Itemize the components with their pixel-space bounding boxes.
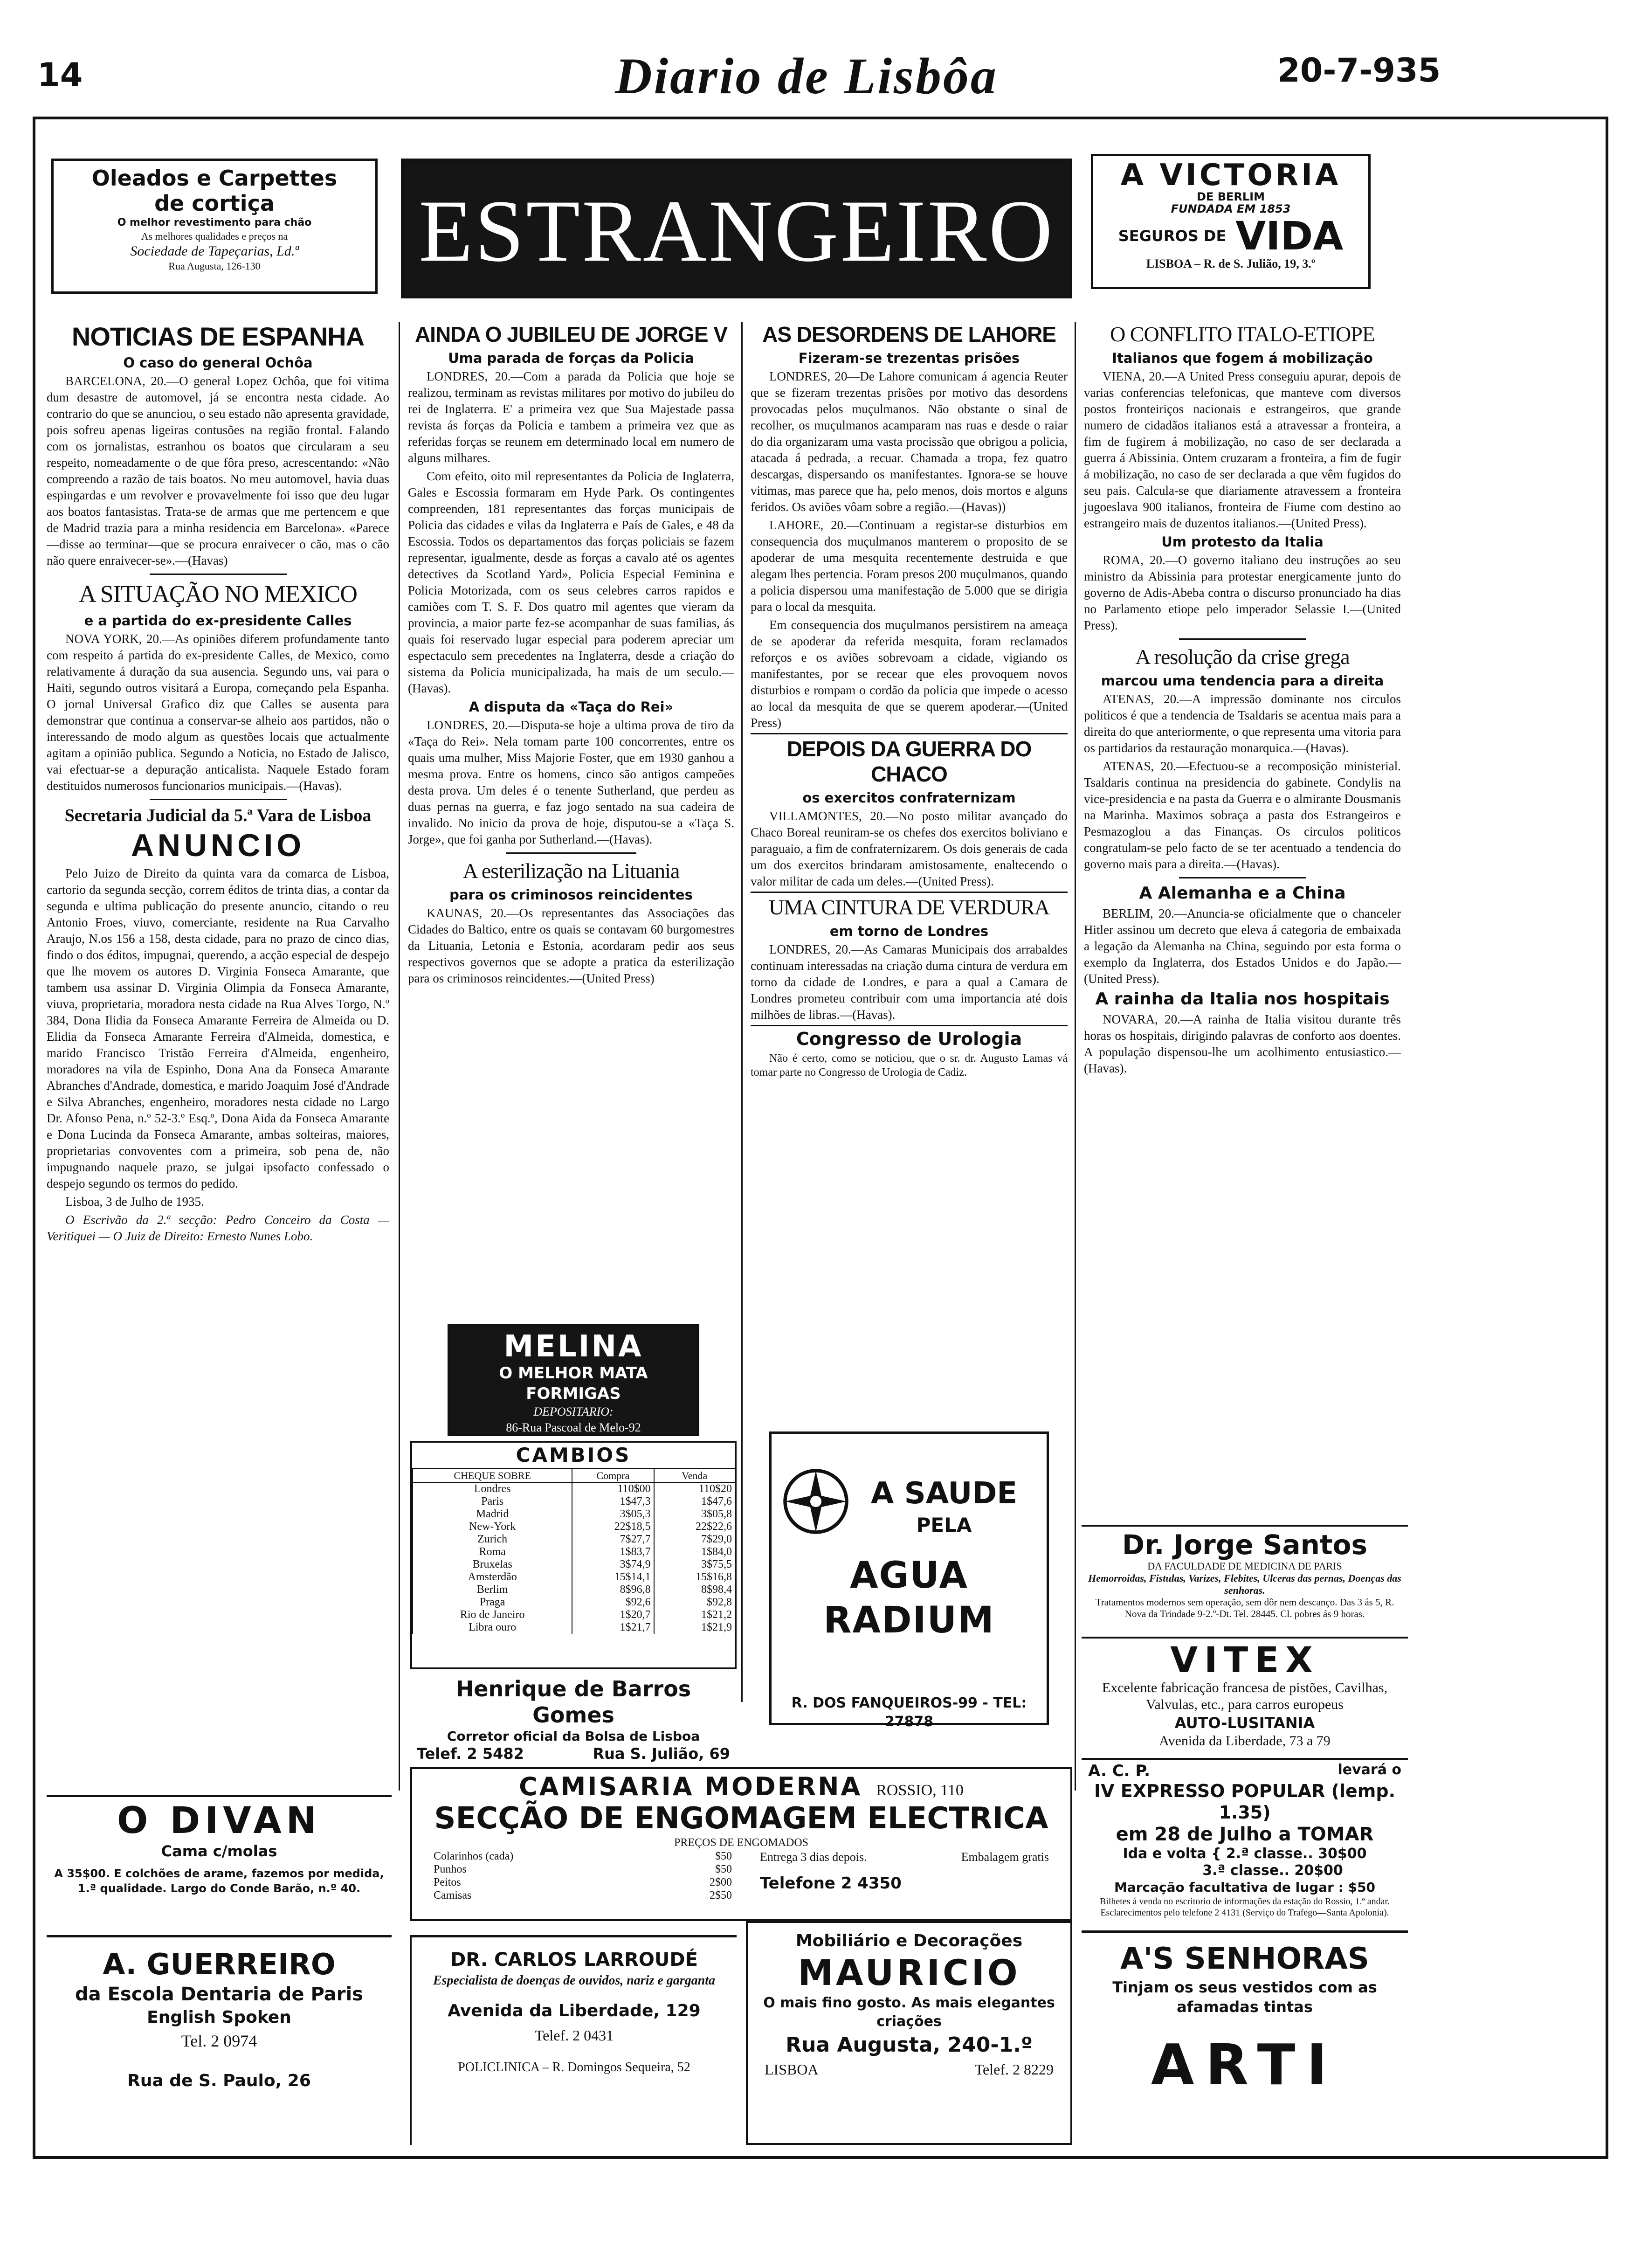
divider bbox=[150, 799, 287, 800]
ad-victoria-founded: FUNDADA EM 1853 bbox=[1171, 202, 1291, 215]
price-item-label: Colarinhos (cada) bbox=[434, 1850, 514, 1862]
article-text: ATENAS, 20.—Efectuou-se a recomposição ministerial. Tsaldaris continua na presidencia do gabinete. Condylis na vice-presidencia e na pasta da Guerra e o almirante Dousmanis na Marinha. Maximos sobraça a pasta dos Estrangeiros e Pesmazoglou a das Finanças. Os circulos politicos congratulam-se pelo facto de se ter acentuado a tendencia do governo mais para a direita.—(Havas). bbox=[1084, 759, 1401, 871]
ad-acp bbox=[1082, 1758, 1408, 1926]
ad-mauricio-brand: MAURICIO bbox=[798, 1952, 1020, 1993]
cambios-sell: 110$20 bbox=[654, 1482, 735, 1495]
ad-arti-text: Tinjam os seus vestidos com as afamadas tintas bbox=[1112, 1978, 1377, 2016]
subhead-criminosos: para os criminosos reincidentes bbox=[449, 887, 693, 903]
subhead-taca-rei: A disputa da «Taça do Rei» bbox=[469, 699, 674, 715]
ad-larroude-phone: Telef. 2 0431 bbox=[534, 2027, 614, 2044]
ad-victoria bbox=[1091, 154, 1371, 289]
cambios-currency: Praga bbox=[413, 1596, 572, 1609]
ad-radium-line1: A SAUDE bbox=[870, 1476, 1018, 1511]
ad-vitex-company: AUTO-LUSITANIA bbox=[1174, 1714, 1315, 1732]
headline-noticias-espanha: NOTICIAS DE ESPANHA bbox=[71, 322, 365, 351]
article-text: NOVARA, 20.—A rainha de Italia visitou durante três horas os hospitais, dirigindo palavras de conforto aos doentes. A população dispensou-lhe um acolhimento entusiastico.—(Havas). bbox=[1084, 1012, 1401, 1075]
price-item bbox=[434, 1850, 732, 1863]
article-text: ROMA, 20.—O governo italiano deu instruções ao seu ministro da Abissinia para protestar energicamente junto do governo de Adis-Abeba contra o discurso pronunciado ha dias no Parlamento etiope pelo imperador Selassie I.—(United Press). bbox=[1084, 553, 1401, 632]
ad-divan bbox=[47, 1795, 392, 1930]
issue-date: 20-7-935 bbox=[1277, 51, 1441, 90]
headline-secretaria-judicial: Secretaria Judicial da 5.ª Vara de Lisboa bbox=[64, 806, 372, 825]
ad-victoria-vida: VIDA bbox=[1235, 213, 1344, 259]
cambios-row bbox=[413, 1521, 735, 1533]
headline-guerra-chaco: DEPOIS DA GUERRA DO CHACO bbox=[751, 733, 1068, 787]
cambios-currency: Rio de Janeiro bbox=[413, 1609, 572, 1621]
ad-guerreiro bbox=[47, 1935, 392, 2145]
article-text: VILLAMONTES, 20.—No posto militar avançado do Chaco Boreal reuniram-se os chefes dos exercitos boliviano e paraguaio, a fim de confraternizarem. Os dois generais de cada um dos exercitos brindaram amistosamente, enaltecendo o valor militar de cada um deles.—(United Press). bbox=[751, 809, 1068, 888]
article-text: Com efeito, oito mil representantes da Policia de Inglaterra, Gales e Escossia formaram em Hyde Park. Os contingentes compreenden, 181 representantes das forças municipais de Policia das cidades e vilas da Inglaterra e País de Gales, e 48 da Escossia. Todos os departamentos das forças policiais se fazem representar, igualmente, desde as forças a cavalo até os agentes detectives da Scotland Yard», Policia Especial Feminina e Policia Motorizada, com os seus celebres carros rapidos e camiões com T. S. F. Dos quatro mil agentes que vieram da provincia, a maior parte fez-se acompanhar de suas familias, ás quais foi reservado lugar especial para poderem apreciar um espectaculo sem precedentes na Inglaterra, desde a criação do sistema da Policia municipalizada, ha mais de um seculo.—(Havas). bbox=[408, 469, 734, 695]
cambios-row bbox=[413, 1571, 735, 1583]
cambios-sell: 15$16,8 bbox=[654, 1571, 735, 1583]
divider bbox=[1179, 877, 1306, 878]
article-text: LAHORE, 20.—Continuam a registar-se disturbios em consequencia dos muçulmanos manterem o proposito de se apoderar de uma mesquita recentemente destruida e que alegam lhes pertencia. Foram presos 200 muçulmanos, quando a policia dispersou uma manifestação de 5.000 que se dirigia para o local da mesquita. bbox=[751, 518, 1068, 614]
ad-larroude-name: DR. CARLOS LARROUDÉ bbox=[450, 1949, 698, 1971]
cambios-buy: 7$27,7 bbox=[572, 1533, 654, 1546]
ad-camisaria bbox=[410, 1767, 1072, 1921]
cambios-row bbox=[413, 1621, 735, 1634]
subhead-general-ochoa: O caso do general Ochôa bbox=[123, 355, 313, 371]
column-2 bbox=[408, 322, 734, 1301]
ad-melina-brand: MELINA bbox=[503, 1329, 643, 1364]
cambios-sell: 8$98,4 bbox=[654, 1583, 735, 1596]
cambios-buy: 110$00 bbox=[572, 1482, 654, 1495]
headline-jubileu: AINDA O JUBILEU DE JORGE V bbox=[414, 322, 728, 346]
article-text: BARCELONA, 20.—O general Lopez Ochôa, que foi vitima dum desastre de automovel, já se encontra nesta cidade. Ao contrario do que se anunciou, o seu estado não apresenta gravidade, pois sofreu apenas ligeiras contusões na região frontal. Falando com os jornalistas, estranhou os boatos que circularam a seu respeito, nomeadamente o de que fôra preso, acrescentando: «Não compreendo a razão de tais boatos. No meu automovel, havia duas espingardas e um revolver e provavelmente foi isso que deu lugar aos boatos fantasistas. Trata-se de armas que me pertencem e que de Madrid trazia para a minha residencia em Barcelona». «Parece—disse ao terminar—que se procura enraivecer o cão, mas o cão não quere enraivecer-se».—(Havas) bbox=[47, 374, 389, 567]
cambios-row bbox=[413, 1609, 735, 1621]
cambios-header: CHEQUE SOBRE bbox=[413, 1469, 572, 1482]
cambios-sell: 3$75,5 bbox=[654, 1558, 735, 1571]
ad-camisaria-precos-title: PREÇOS DE ENGOMADOS bbox=[674, 1837, 809, 1849]
article-text: VIENA, 20.—A United Press conseguiu apurar, depois de varias conferencias telefonicas, que manteve com diversos postos fronteiriços nacionais e estrangeiros, que grande numero de cidadãos italianos está a atravessar a fronteira, a fim de fugirem á mobilização, no caso de ser declarada a guerra á Abissinia. Ontem cruzaram a fronteira, a fim de fugir á mobilização, no caso de ser declarada a que vêm fugidos do seu pais. Calcula-se que diariamente atravessem a fronteira jugoeslava 900 italianos, fronteira de Fiume com destino ao estrangeiro mais de duzentos italianos.—(United Press). bbox=[1084, 369, 1401, 530]
price-item-label: Punhos bbox=[434, 1863, 467, 1875]
ad-radium-address: R. DOS FANQUEIROS-99 - TEL: 27878 bbox=[791, 1695, 1027, 1730]
cambios-currency: New-York bbox=[413, 1521, 572, 1533]
cambios-row bbox=[413, 1533, 735, 1546]
ad-corretor-address: Rua S. Julião, 69 bbox=[593, 1745, 730, 1763]
cambios-sell: $92,8 bbox=[654, 1596, 735, 1609]
ad-oleados-company: Sociedade de Tapeçarias, Ld.ª bbox=[130, 243, 299, 259]
cambios-currency: Madrid bbox=[413, 1508, 572, 1521]
cambios-sell: 22$22,6 bbox=[654, 1521, 735, 1533]
ad-camisaria-price-list bbox=[434, 1850, 732, 1902]
ad-larroude-address: Avenida da Liberdade, 129 bbox=[448, 2001, 701, 2020]
subhead-calles: e a partida do ex-presidente Calles bbox=[84, 613, 352, 629]
ad-jorge-name: Dr. Jorge Santos bbox=[1122, 1529, 1368, 1561]
page-number: 14 bbox=[37, 56, 83, 94]
subhead-prisoes: Fizeram-se trezentas prisões bbox=[798, 350, 1020, 366]
ad-camisaria-name: CAMISARIA MODERNA bbox=[519, 1772, 862, 1801]
ad-camisaria-entrega: Entrega 3 dias depois. bbox=[760, 1850, 867, 1864]
ad-arti-headline: A'S SENHORAS bbox=[1120, 1942, 1369, 1976]
article-signature: O Escrivão da 2.ª secção: Pedro Conceiro da Costa — Veritiquei — O Juiz de Direito: Ernesto Nunes Lobo. bbox=[47, 1213, 389, 1243]
cambios-title: CAMBIOS bbox=[412, 1443, 735, 1469]
cambios-buy: 3$05,3 bbox=[572, 1508, 654, 1521]
ad-acp-bilhetes: Bilhetes á venda no escritorio de informações da estação do Rossio, 1.º andar. bbox=[1099, 1896, 1390, 1907]
cambios-buy: $92,6 bbox=[572, 1596, 654, 1609]
cambios-header: Compra bbox=[572, 1469, 654, 1482]
article-text: LONDRES, 20—De Lahore comunicam á agencia Reuter que se fizeram trezentas prisões por motivo das desordens provocadas pelos muçulmanos. Não obstante o sinal de recolher, os muçulmanos acamparam nas ruas e desde o raiar do dia organizaram uma vasta procissão que obrigou a policia, atacada á pedrada, a recuar. Chamada a tropa, fez quatro descargas, dispersando os manifestantes. Ignora-se se houve vitimas, mas parece que ha, pelo menos, dois mortos e alguns feridos. Os aviões vôam sobre a região.—(Havas)) bbox=[751, 369, 1068, 514]
ad-victoria-seguros: SEGUROS DE bbox=[1118, 227, 1227, 245]
ad-guerreiro-escola: da Escola Dentaria de Paris bbox=[75, 1984, 363, 2005]
cambios-row bbox=[413, 1495, 735, 1508]
ad-camisaria-address: ROSSIO, 110 bbox=[876, 1782, 964, 1799]
ad-camisaria-phone: Telefone 2 4350 bbox=[760, 1874, 902, 1893]
subhead-parada-policia: Uma parada de forças da Policia bbox=[448, 350, 694, 366]
headline-rainha-italia: A rainha da Italia nos hospitais bbox=[1095, 989, 1390, 1009]
cambios-row bbox=[413, 1546, 735, 1558]
ad-acp-marcacao: Marcação facultativa de lugar : $50 bbox=[1114, 1880, 1376, 1895]
cambios-row bbox=[413, 1482, 735, 1495]
ad-jorge-details: Tratamentos modernos sem operação, sem dôr nem descanço. Das 3 ás 5, R. Nova da Trindade 9-2.º-Dt. Tel. 28445. Cl. pobres ás 9 horas. bbox=[1095, 1597, 1394, 1619]
ad-guerreiro-phone: Tel. 2 0974 bbox=[181, 2032, 257, 2050]
ad-radium-line2: PELA bbox=[916, 1514, 972, 1536]
ad-arti-brand: ARTI bbox=[1151, 2033, 1339, 2098]
ad-jorge-specialties: Hemorroidas, Fistulas, Varizes, Flebites, Ulceras das pernas, Doenças das senhoras. bbox=[1088, 1572, 1401, 1596]
ad-oleados-text2: As melhores qualidades e preços na bbox=[141, 230, 288, 242]
subhead-italianos-fogem: Italianos que fogem á mobilização bbox=[1112, 350, 1373, 366]
price-item-value: $50 bbox=[715, 1863, 732, 1875]
column-rule-2 bbox=[741, 322, 743, 1702]
headline-esterilizacao: A esterilização na Lituania bbox=[462, 859, 680, 883]
cambios-currency: Berlim bbox=[413, 1583, 572, 1596]
article-date: Lisboa, 3 de Julho de 1935. bbox=[65, 1195, 204, 1209]
cambios-currency: Londres bbox=[413, 1482, 572, 1495]
ad-radium-brand: AGUA RADIUM bbox=[823, 1555, 995, 1641]
cambios-sell: 1$47,6 bbox=[654, 1495, 735, 1508]
cambios-currency: Libra ouro bbox=[413, 1621, 572, 1634]
ad-acp-levara: levará o bbox=[1338, 1762, 1401, 1778]
ad-corretor bbox=[410, 1674, 737, 1763]
cambios-buy: 1$20,7 bbox=[572, 1609, 654, 1621]
ad-melina-depositario: DEPOSITARIO: bbox=[533, 1405, 614, 1418]
ad-guerreiro-name: A. GUERREIRO bbox=[103, 1947, 336, 1981]
price-item-label: Camisas bbox=[434, 1889, 472, 1902]
headline-cintura-verdura: UMA CINTURA DE VERDURA bbox=[751, 892, 1068, 920]
article-text: Em consequencia dos muçulmanos persistirem na ameaça de se apoderar da referida mesquita, foram reclamados reforços e os aviões sobrevoam a cidade, vigiando os manifestantes, por se recear que eles provoquem novos disturbios e rompam o cordão da policia que impede o acesso ao local da mesquita de que se querem apoderar.—(United Press) bbox=[751, 618, 1068, 730]
column-rule-1 bbox=[399, 322, 400, 1791]
ad-mauricio-category: Mobiliário e Decorações bbox=[795, 1931, 1023, 1950]
ad-oleados-text: O melhor revestimento para chão bbox=[117, 217, 312, 228]
article-text: BERLIM, 20.—Anuncia-se oficialmente que o chanceler Hitler assinou um decreto que eleva á categoria de embaixada a legação da Alemanha na China, seguindo por esta forma o exemplo da Inglaterra, dos Estados Unidos e do Japão.—(United Press). bbox=[1084, 906, 1401, 986]
headline-desordens-lahore: AS DESORDENS DE LAHORE bbox=[762, 322, 1056, 346]
ad-mauricio bbox=[746, 1921, 1072, 2145]
subhead-tendencia-direita: marcou uma tendencia para a direita bbox=[1101, 673, 1384, 689]
price-item bbox=[434, 1863, 732, 1876]
article-text: LONDRES, 20.—As Camaras Municipais dos arrabaldes continuam interessadas na criação duma cintura de verdura em torno da cidade de Londres, e para a qual a Camara de Londres prometeu contribuir com uma importancia até dois milhões de libras.—(Havas). bbox=[751, 942, 1068, 1022]
ad-divan-text: A 35$00. E colchões de arame, fazemos por medida, 1.ª qualidade. Largo do Conde Barão, n.º 40. bbox=[54, 1867, 384, 1895]
ad-victoria-brand: A VICTORIA bbox=[1120, 158, 1341, 193]
ad-vitex-brand: VITEX bbox=[1170, 1639, 1319, 1680]
cambios-row bbox=[413, 1558, 735, 1571]
ad-acp-price-2: Ida e volta { 2.ª classe.. 30$00 bbox=[1123, 1846, 1367, 1862]
ad-oleados-address: Rua Augusta, 126-130 bbox=[168, 260, 261, 272]
ad-mauricio-tagline: O mais fino gosto. As mais elegantes criações bbox=[763, 1995, 1055, 2030]
cambios-buy: 15$14,1 bbox=[572, 1571, 654, 1583]
cambios-sell: 1$84,0 bbox=[654, 1546, 735, 1558]
divider bbox=[150, 574, 287, 575]
section-title-banner bbox=[401, 159, 1072, 298]
ad-vitex bbox=[1082, 1637, 1408, 1753]
ad-guerreiro-address: Rua de S. Paulo, 26 bbox=[127, 2071, 311, 2090]
headline-crise-grega: A resolução da crise grega bbox=[1135, 645, 1350, 669]
price-item-value: $50 bbox=[715, 1850, 732, 1862]
column-1 bbox=[47, 322, 389, 1791]
column-3 bbox=[751, 322, 1068, 1408]
ad-victoria-origin: DE BERLIM bbox=[1197, 190, 1265, 203]
ad-acp-date: em 28 de Julho a TOMAR bbox=[1116, 1824, 1374, 1845]
cambios-buy: 1$83,7 bbox=[572, 1546, 654, 1558]
newspaper-title: Diario de Lisbôa bbox=[615, 48, 998, 104]
ad-melina-tagline: O MELHOR MATA FORMIGAS bbox=[499, 1364, 648, 1403]
article-text: Não é certo, como se noticiou, que o sr. dr. Augusto Lamas vá tomar parte no Congresso de Urologia de Cadiz. bbox=[751, 1052, 1068, 1079]
ad-vitex-text: Excelente fabricação francesa de pistões, Cavilhas, Valvulas, etc., para carros europeus bbox=[1102, 1680, 1388, 1712]
ad-corretor-phone: Telef. 2 5482 bbox=[417, 1745, 524, 1763]
radium-star-icon bbox=[781, 1466, 851, 1536]
cambios-sell: 3$05,8 bbox=[654, 1508, 735, 1521]
article-text: NOVA YORK, 20.—As opiniões diferem profundamente tanto com respeito á partida do ex-presidente Calles, de Mexico, como relativamente á duração da sua ausencia. Segundo uns, vai para o Haiti, segundo outros visitará a Europa, começando pela Espanha. O jornal Universal Grafico diz que Calles se ausenta para demonstrar que continua a conservar-se alheio aos partidos, não o interessando de modo algum as questões locais que actualmente agitam a opinião publica. Segundo a Noticia, no Estado de Jalisco, vai efectuar-se a depuração anticalista. Naquele Estado foram destituidos numerosos funcionarios municipais.—(Havas). bbox=[47, 632, 389, 793]
cambios-box bbox=[410, 1441, 737, 1669]
cambios-currency: Amsterdão bbox=[413, 1571, 572, 1583]
headline-alemanha-china: A Alemanha e a China bbox=[1139, 884, 1346, 903]
column-rule-3 bbox=[1075, 322, 1076, 1791]
price-item bbox=[434, 1876, 732, 1889]
cambios-currency: Zurich bbox=[413, 1533, 572, 1546]
section-title: ESTRANGEIRO bbox=[419, 182, 1055, 280]
ad-guerreiro-english: English Spoken bbox=[147, 2008, 291, 2027]
cambios-buy: 3$74,9 bbox=[572, 1558, 654, 1571]
cambios-currency: Bruxelas bbox=[413, 1558, 572, 1571]
ad-jorge-santos bbox=[1082, 1525, 1408, 1637]
ad-acp-price-3: 3.ª classe.. 20$00 bbox=[1202, 1862, 1343, 1879]
ad-larroude-specialty: Especialista de doenças de ouvidos, nariz e garganta bbox=[433, 1973, 716, 1988]
ad-vitex-address: Avenida da Liberdade, 73 a 79 bbox=[1159, 1733, 1331, 1749]
ad-corretor-title: Corretor oficial da Bolsa de Lisboa bbox=[447, 1729, 700, 1744]
article-text: ATENAS, 20.—A impressão dominante nos circulos politicos é que a tendencia de Tsaldaris se acentua mais para a direita do que anteriormente, o que representa uma vitoria para os partidarios da restauração monarquica.—(Havas). bbox=[1084, 692, 1401, 755]
subhead-exercitos: os exercitos confraternizam bbox=[802, 790, 1016, 806]
cambios-buy: 1$21,7 bbox=[572, 1621, 654, 1634]
cambios-currency: Roma bbox=[413, 1546, 572, 1558]
article-text: Pelo Juizo de Direito da quinta vara da comarca de Lisboa, cartorio da segunda secção, correm éditos de trinta dias, a contar da segunda e ultima publicação do presente anuncio, citando o reu Antonio Froes, viuvo, comerciante, residente na Rua Carvalho Araujo, N.os 156 a 158, desta cidade, para no prazo de cinco dias, findo o dos éditos, impugnai, querendo, a acção especial de despejo que lhe movem os autores D. Virginia Fonseca Amarante, que tambem usa assinar D. Virginia Olimpia da Fonseca Amarante, viuva, proprietaria, moradora nesta cidade na Rua Alves Torgo, N.º 384, Dona Ilidia da Fonseca Amarante Ferreira de Almeida ou D. Elidia da Fonseca Amarante Ferreira d'Almeida, domestica, e marido Francisco Tristão Ferreira d'Almeida, engenheiro, moradores na vila de Espinho, Dona Ana da Fonseca Amarante Abranches d'Andrade, domestica, e marido Joaquim José d'Andrade e Silva Abranches, engenheiro, moradores nesta cidade no Largo Dr. Afonso Pena, n.º 52-3.º Esq.º, Dona Aida da Fonseca Amarante e Dona Lucinda da Fonseca Amarante, ambas solteiras, maiores, proprietarias convoventes com a primeira, sob pena de, não impugnando naquele prazo, se julgai ipsofacto confessado o despejo segundo os termos do pedido. bbox=[47, 866, 389, 1190]
ad-larroude-policlinica: POLICLINICA – R. Domingos Sequeira, 52 bbox=[458, 2060, 690, 2074]
headline-anuncio: ANUNCIO bbox=[131, 828, 305, 863]
cambios-row bbox=[413, 1508, 735, 1521]
ad-mauricio-city: LISBOA bbox=[765, 2061, 819, 2078]
article-text: LONDRES, 20.—Com a parada da Policia que hoje se realizou, terminam as revistas militares por motivo do jubileu do rei de Inglaterra. E' a primeira vez que Sua Majestade passa revista ás forças da Policia e tambem a primeira vez que as referidas forças se reunem em determinado local em numero de alguns milhares. bbox=[408, 369, 734, 465]
ad-corretor-name: Henrique de Barros Gomes bbox=[455, 1676, 691, 1728]
cambios-table bbox=[412, 1469, 735, 1634]
price-item bbox=[434, 1889, 732, 1902]
cambios-row bbox=[413, 1596, 735, 1609]
subhead-torno-londres: em torno de Londres bbox=[829, 923, 989, 939]
ad-oleados-title: Oleados e Carpettes bbox=[91, 166, 338, 191]
cambios-sell: 7$29,0 bbox=[654, 1533, 735, 1546]
column-4 bbox=[1084, 322, 1401, 1525]
ad-melina bbox=[448, 1324, 699, 1436]
ad-mauricio-phone: Telef. 2 8229 bbox=[974, 2061, 1054, 2078]
price-item-label: Peitos bbox=[434, 1876, 461, 1888]
ad-larroude bbox=[410, 1935, 737, 2145]
headline-conflito-italo-etiope: O CONFLITO ITALO-ETIOPE bbox=[1110, 322, 1375, 346]
ad-acp-esclarecimentos: Esclarecimentos pelo telefone 2 4131 (Serviço do Trafego—Santa Apolonia). bbox=[1100, 1908, 1389, 1918]
cambios-row bbox=[413, 1583, 735, 1596]
cambios-buy: 8$96,8 bbox=[572, 1583, 654, 1596]
ad-acp-event: IV EXPRESSO POPULAR (lemp. 1.35) bbox=[1094, 1781, 1396, 1823]
ad-divan-brand: O DIVAN bbox=[117, 1800, 321, 1842]
cambios-buy: 22$18,5 bbox=[572, 1521, 654, 1533]
cambios-sell: 1$21,2 bbox=[654, 1609, 735, 1621]
ad-acp-brand: A. C. P. bbox=[1088, 1762, 1150, 1780]
cambios-header: Venda bbox=[654, 1469, 735, 1482]
ad-arti bbox=[1082, 1930, 1408, 2145]
divider bbox=[506, 852, 636, 854]
cambios-sell: 1$21,9 bbox=[654, 1621, 735, 1634]
ad-camisaria-seccao: SECÇÃO DE ENGOMAGEM ELECTRICA bbox=[434, 1801, 1048, 1836]
ad-camisaria-embalagem: Embalagem gratis bbox=[961, 1850, 1049, 1864]
ad-oleados bbox=[51, 159, 378, 294]
headline-situacao-mexico: A SITUAÇÃO NO MEXICO bbox=[79, 581, 357, 608]
cambios-buy: 1$47,3 bbox=[572, 1495, 654, 1508]
price-item-value: 2$00 bbox=[710, 1876, 732, 1888]
ad-mauricio-address: Rua Augusta, 240-1.º bbox=[786, 2033, 1033, 2057]
ad-oleados-subtitle: de cortiça bbox=[154, 191, 275, 216]
article-text: LONDRES, 20.—Disputa-se hoje a ultima prova de tiro da «Taça do Rei». Nela tomam parte 100 concorrentes, entre os quais uma mulher, Miss Majorie Foster, que em 1930 ganhou a mesma prova. Entre os homens, cinco são antigos campeões desta prova. Um deles é o tenente Sutherland, que perdeu as duas pernas na guerra, e faz jogo sentado na sua cadeira de invalido. No inicio da prova de hoje, disputou-se a «Taça S. Jorge», que foi ganha por Sutherland.—(Havas). bbox=[408, 718, 734, 846]
headline-congresso-urologia: Congresso de Urologia bbox=[751, 1025, 1068, 1050]
subhead-protesto-italia: Um protesto da Italia bbox=[1161, 534, 1324, 550]
ad-agua-radium bbox=[769, 1431, 1049, 1730]
ad-jorge-faculdade: DA FACULDADE DE MEDICINA DE PARIS bbox=[1147, 1560, 1342, 1572]
ad-divan-product: Cama c/molas bbox=[161, 1842, 277, 1860]
divider bbox=[1179, 638, 1306, 640]
price-item-value: 2$50 bbox=[710, 1889, 732, 1902]
ad-melina-address: 86-Rua Pascoal de Melo-92 bbox=[506, 1421, 641, 1434]
cambios-currency: Paris bbox=[413, 1495, 572, 1508]
article-text: KAUNAS, 20.—Os representantes das Associações das Cidades do Baltico, entre os quais se contavam 60 burgomestres da Lituania, Letonia e Estonia, acordaram pedir aos seus respectivos governos que se adopte a pratica da esterilização para os criminosos reincidentes.—(United Press) bbox=[408, 906, 734, 985]
ad-victoria-address: LISBOA – R. de S. Julião, 19, 3.º bbox=[1146, 257, 1316, 270]
